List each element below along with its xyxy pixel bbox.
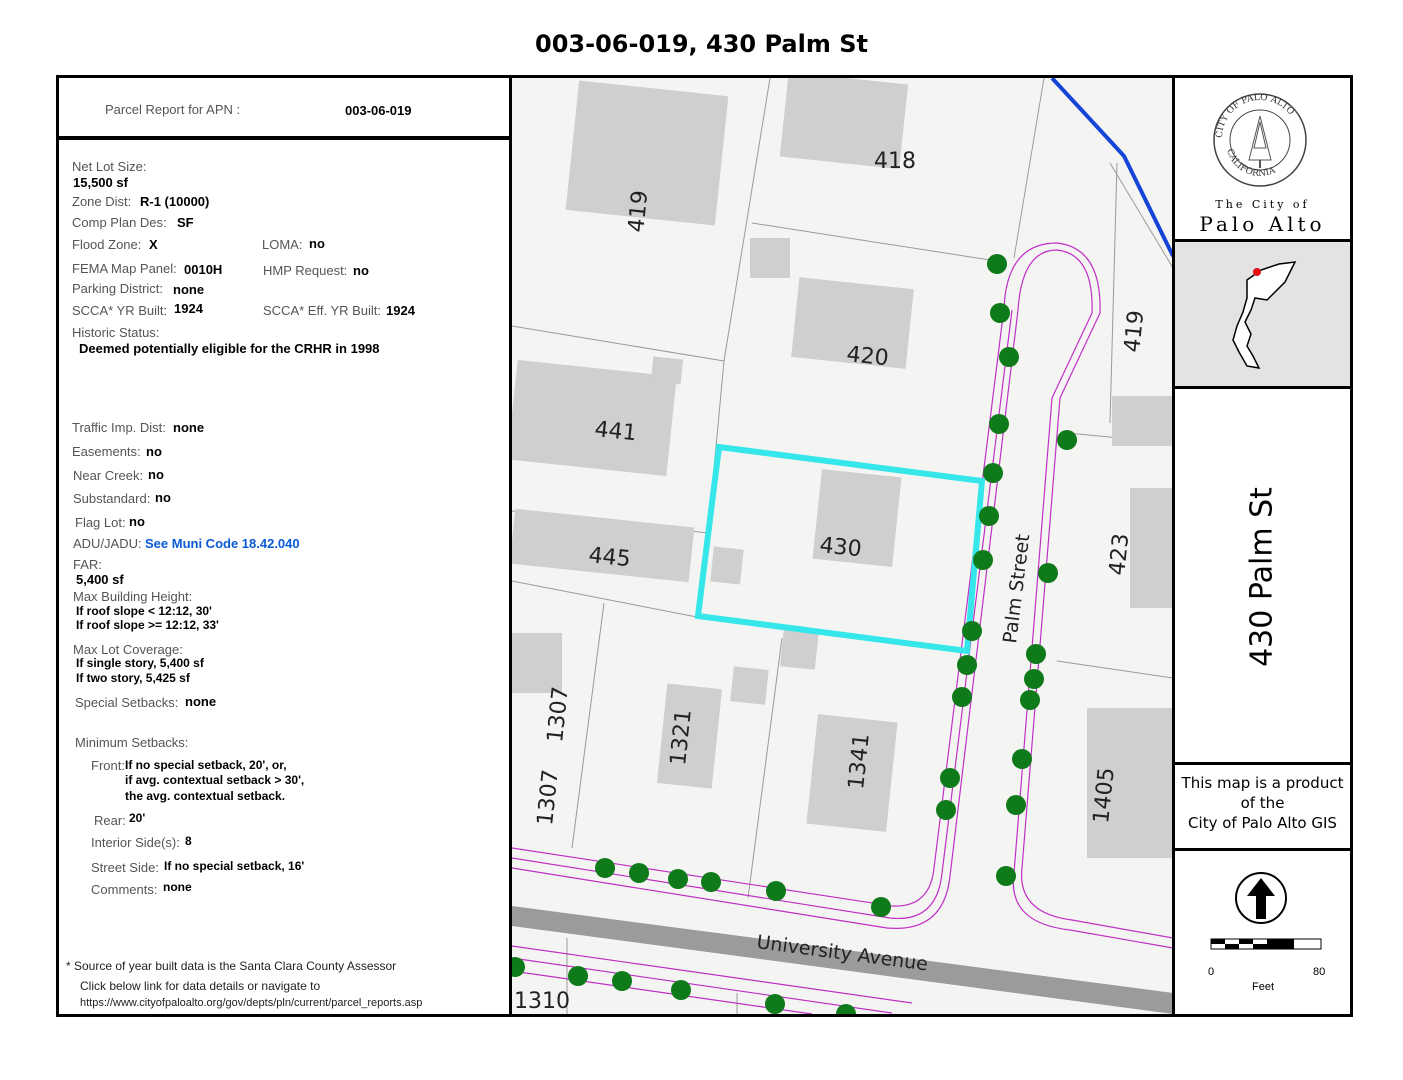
min-setbacks-label: Minimum Setbacks:	[75, 735, 189, 750]
parcel-label-418: 418	[874, 149, 916, 174]
city-seal-icon	[1175, 78, 1350, 188]
max-coverage-line-1: If single story, 5,400 sf	[76, 656, 204, 670]
parcel-label-419-west: 419	[624, 189, 654, 234]
report-apn: 003-06-019	[345, 103, 412, 118]
comp-plan-value: SF	[177, 215, 194, 230]
scca-eff-label: SCCA* Eff. YR Built:	[263, 303, 382, 318]
near-creek-label: Near Creek:	[73, 468, 144, 483]
net-lot-size-value: 15,500 sf	[73, 175, 128, 190]
loma-value: no	[309, 236, 325, 251]
easements-label: Easements:	[72, 444, 141, 459]
seal-top-text: CITY OF PALO ALTO	[1214, 92, 1296, 139]
parcel-label-1307-upper: 1307	[543, 685, 574, 744]
easements-value: no	[146, 444, 162, 459]
max-coverage-label: Max Lot Coverage:	[73, 642, 183, 657]
scale-max-label: 80	[1313, 966, 1326, 978]
zone-dist-value: R-1 (10000)	[140, 194, 210, 209]
product-note-line-2: of the	[1240, 794, 1285, 812]
parcel-label-1307-lower: 1307	[533, 768, 564, 827]
fema-value: 0010H	[184, 262, 223, 277]
special-setbacks-label: Special Setbacks:	[75, 695, 179, 710]
page-title: 003-06-019, 430 Palm St	[535, 30, 868, 58]
flood-zone-value: X	[149, 237, 158, 252]
comments-value: none	[163, 880, 192, 894]
product-note-line-3: City of Palo Alto GIS	[1188, 814, 1337, 832]
city-line-1: The City of	[1215, 198, 1310, 211]
north-scale-cell	[1175, 851, 1350, 1014]
flag-lot-value: no	[129, 514, 145, 529]
parcel-label-441: 441	[593, 417, 638, 447]
adu-label: ADU/JADU:	[73, 536, 142, 551]
scca-yr-label: SCCA* YR Built:	[72, 303, 168, 318]
front-line-1: If no special setback, 20', or,	[125, 758, 287, 772]
map-parcel-labels	[514, 149, 1149, 1014]
city-line-2: Palo Alto	[1199, 212, 1326, 236]
parcel-report-panel	[56, 75, 512, 1017]
net-lot-size-label: Net Lot Size:	[72, 159, 147, 174]
parcel-label-445: 445	[587, 543, 632, 573]
interior-value: 8	[185, 834, 192, 848]
parcel-label-1321: 1321	[666, 708, 697, 767]
parcel-label-1310: 1310	[514, 989, 570, 1014]
zone-dist-label: Zone Dist:	[72, 194, 132, 209]
address-vertical-label: 430 Palm St	[1244, 487, 1280, 667]
footnote-source: * Source of year built data is the Santa Clara County Assessor	[66, 959, 397, 973]
traffic-value: none	[173, 420, 205, 435]
city-logo-cell	[1175, 78, 1350, 242]
fema-label: FEMA Map Panel:	[72, 261, 177, 276]
street-side-value: If no special setback, 16'	[164, 859, 305, 873]
special-setbacks-value: none	[185, 694, 217, 709]
max-height-line-2: If roof slope >= 12:12, 33'	[76, 618, 219, 632]
parcel-label-420: 420	[845, 342, 890, 372]
substandard-label: Substandard:	[73, 491, 151, 506]
flood-zone-label: Flood Zone:	[72, 237, 142, 252]
scca-yr-value: 1924	[174, 301, 203, 316]
scale-unit-label: Feet	[1252, 981, 1275, 993]
parcel-label-1405: 1405	[1089, 766, 1120, 825]
map-buildings	[512, 78, 1173, 858]
parcel-reports-link[interactable]: https://www.cityofpaloalto.org/gov/depts/pln/current/parcel_reports.asp	[80, 997, 423, 1009]
parking-value: none	[173, 282, 205, 297]
parcel-label-419-east: 419	[1120, 309, 1150, 354]
parcel-map[interactable]	[512, 78, 1173, 1014]
parcel-map-svg	[512, 78, 1173, 1014]
north-arrow-icon	[1175, 851, 1350, 961]
scca-eff-value: 1924	[386, 303, 415, 318]
parcel-label-430: 430	[818, 533, 863, 563]
front-line-2: if avg. contextual setback > 30',	[125, 773, 305, 787]
rear-value: 20'	[129, 811, 146, 825]
max-coverage-line-2: If two story, 5,425 sf	[76, 671, 190, 685]
svg-text:CITY OF PALO ALTO	[1215, 93, 1296, 138]
parking-label: Parking District:	[72, 281, 164, 296]
parcel-label-1341: 1341	[844, 732, 875, 791]
historic-label: Historic Status:	[72, 325, 160, 340]
near-creek-value: no	[148, 467, 164, 482]
historic-value: Deemed potentially eligible for the CRHR in 1998	[79, 341, 380, 356]
max-height-line-1: If roof slope < 12:12, 30'	[76, 604, 212, 618]
address-cell	[1175, 389, 1350, 765]
footnote-navigate: Click below link for data details or navigate to	[80, 979, 321, 993]
rear-label: Rear:	[94, 813, 126, 828]
street-label-palm: Palm Street	[999, 532, 1035, 645]
scale-min-label: 0	[1208, 966, 1215, 978]
map-sidebar	[1172, 75, 1353, 1017]
substandard-value: no	[155, 490, 171, 505]
far-value: 5,400 sf	[76, 572, 124, 587]
comments-label: Comments:	[91, 882, 158, 897]
street-side-label: Street Side:	[91, 860, 159, 875]
report-header	[59, 78, 509, 140]
product-note-cell	[1175, 765, 1350, 851]
street-label-university: University Avenue	[755, 931, 930, 976]
report-header-label: Parcel Report for APN :	[105, 102, 241, 117]
parcel-label-423: 423	[1105, 532, 1135, 577]
seal-bottom-text: CALIFORNIA	[1223, 147, 1277, 179]
hmp-value: no	[353, 263, 369, 278]
traffic-label: Traffic Imp. Dist:	[72, 420, 166, 435]
flag-lot-label: Flag Lot:	[75, 515, 126, 530]
comp-plan-label: Comp Plan Des:	[72, 215, 167, 230]
locator-map-icon	[1175, 242, 1350, 386]
adu-muni-code-link[interactable]: See Muni Code 18.42.040	[145, 536, 300, 551]
front-label: Front:	[91, 758, 125, 773]
loma-label: LOMA:	[262, 237, 303, 252]
front-line-3: the avg. contextual setback.	[125, 789, 286, 803]
interior-label: Interior Side(s):	[91, 835, 180, 850]
product-note-line-1: This map is a product	[1181, 774, 1344, 792]
far-label: FAR:	[73, 557, 102, 572]
hmp-label: HMP Request:	[263, 263, 348, 278]
max-height-label: Max Building Height:	[73, 589, 193, 604]
locator-map-cell	[1175, 242, 1350, 389]
